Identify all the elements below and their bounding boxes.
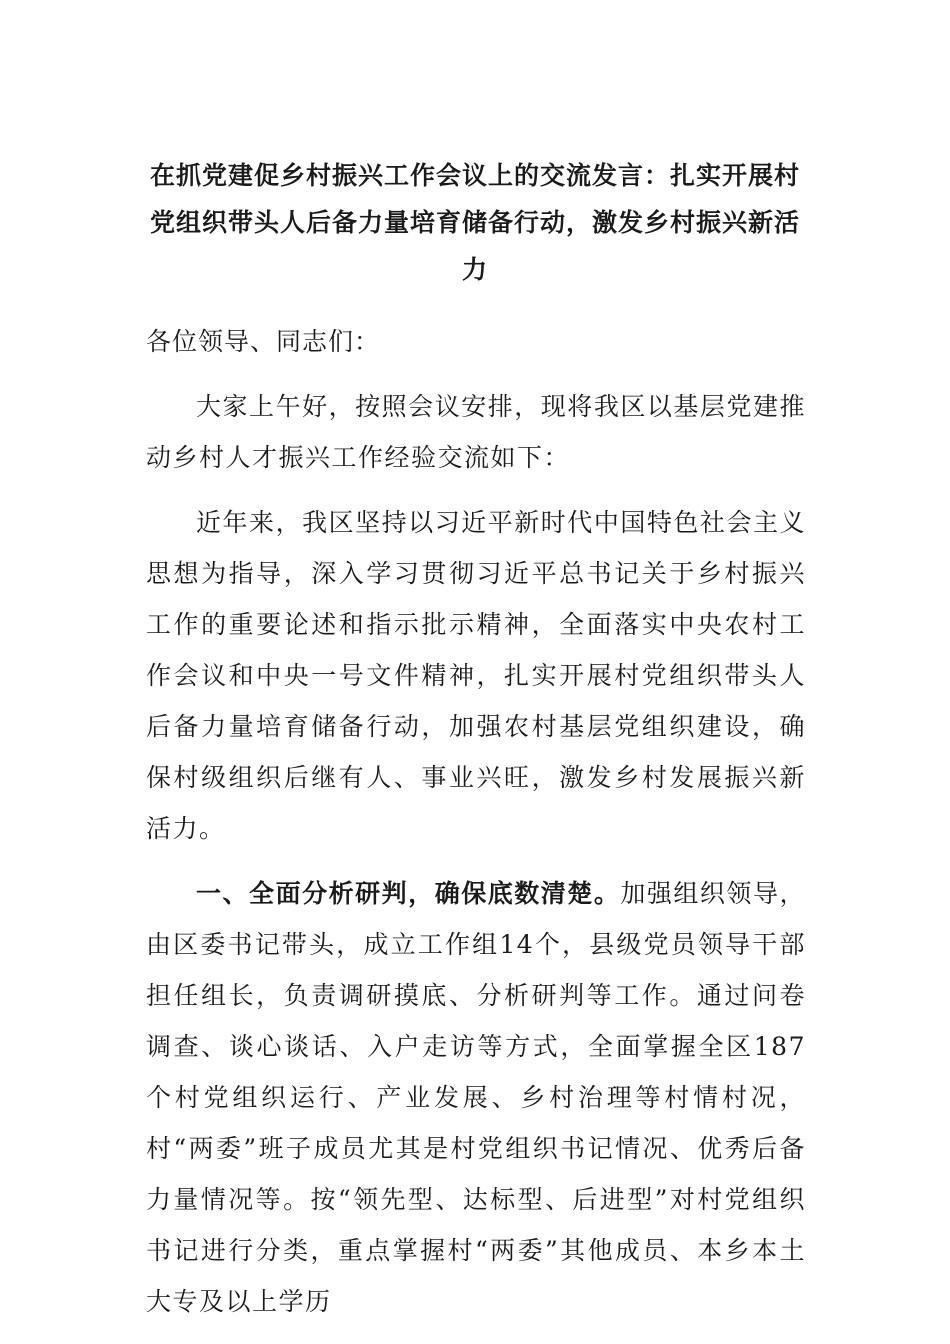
- paragraph-1: [146, 381, 806, 483]
- paragraph-text: 近年来，我区坚持以习近平新时代中国特色社会主义思想为指导，深入学习贯彻习近平总书记关于乡村振兴工作的重要论述和指示批示精神，全面落实中央农村工作会议和中央一号文件精神，扎实开展村党组织带头人后备力量培育储备行动，加强农村基层党组织建设，确保村级组织后继有人、事业兴旺，激发乡村发展振兴新活力。: [146, 508, 806, 843]
- paragraph-text: 加强组织领导，由区委书记带头，成立工作组14个，县级党员领导干部担任组长，负责调研摸底、分析研判等工作。通过问卷调查、谈心谈话、入户走访等方式，全面掌握全区187个村党组织运行、产业发展、乡村治理等村情村况，村“两委”班子成员尤其是村党组织书记情况、优秀后备力量情况等。按“领先型、达标型、后进型”对村党组织书记进行分类，重点掌握村“两委”其他成员、本乡本土大专及以上学历: [146, 879, 806, 1316]
- paragraph-text: 大家上午好，按照会议安排，现将我区以基层党建推动乡村人才振兴工作经验交流如下：: [146, 392, 806, 472]
- paragraph-3: [146, 868, 806, 1327]
- document-title: 在抓党建促乡村振兴工作会议上的交流发言：扎实开展村党组织带头人后备力量培育储备行动，激发乡村振兴新活力: [149, 161, 800, 284]
- section-heading-1: 一、全面分析研判，确保底数清楚。: [196, 879, 621, 908]
- document-body: [146, 316, 806, 1341]
- paragraph-2: [146, 497, 806, 854]
- greeting: 各位领导、同志们：: [146, 327, 381, 356]
